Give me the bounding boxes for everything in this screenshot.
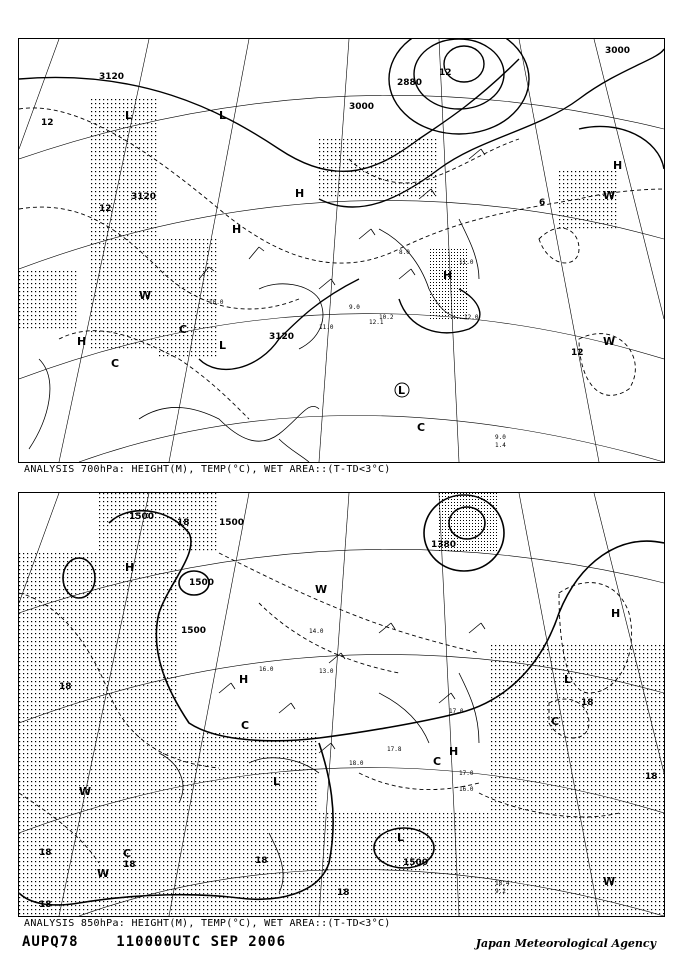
center-high: H <box>232 223 242 236</box>
center-high: H <box>443 269 453 282</box>
center-high: H <box>77 335 87 348</box>
height-label: 2880 <box>397 78 423 88</box>
center-warm: W <box>97 867 110 880</box>
height-label: 3000 <box>605 46 631 56</box>
panel-caption-850hpa: ANALYSIS 850hPa: HEIGHT(M), TEMP(°C), WET AREA::(T-TD<3°C) <box>24 918 391 929</box>
center-low: L <box>397 831 405 844</box>
height-label: 1500 <box>189 578 215 588</box>
temp-label: 18 <box>59 682 72 692</box>
height-label: 1500 <box>181 626 207 636</box>
temp-label: 12 <box>439 68 452 78</box>
height-label: 1500 <box>403 858 429 868</box>
temp-label: 6 <box>539 198 546 208</box>
station-value: 9.0 <box>495 434 506 441</box>
center-warm: W <box>315 583 328 596</box>
center-warm: W <box>603 189 616 202</box>
center-low: L <box>125 109 133 122</box>
center-cold: C <box>179 323 188 336</box>
center-low: L <box>219 109 227 122</box>
map-700hpa-canvas <box>19 39 664 462</box>
center-low: L <box>219 339 227 352</box>
station-value: 9.2 <box>495 888 506 895</box>
station-value: 17.0 <box>459 770 474 777</box>
valid-datetime: 110000UTC SEP 2006 <box>116 934 287 950</box>
temp-label: 18 <box>39 848 52 858</box>
center-high: H <box>125 561 135 574</box>
station-value: 12.0 <box>464 314 479 321</box>
station-value: 1.4 <box>495 442 506 449</box>
height-label: 1380 <box>431 540 457 550</box>
center-cold: C <box>433 755 442 768</box>
wet-area-shading <box>19 493 664 916</box>
station-value: 14.0 <box>309 628 324 635</box>
temp-label: 18 <box>123 860 136 870</box>
temp-label: 18 <box>645 772 658 782</box>
station-value: 11.0 <box>319 324 334 331</box>
temp-label: 18 <box>581 698 594 708</box>
station-value: 18.4 <box>495 880 510 887</box>
temp-label: 18 <box>177 518 190 528</box>
chart-code: AUPQ78 <box>22 934 79 950</box>
temp-label: 18 <box>337 888 350 898</box>
center-low: L <box>564 673 572 686</box>
station-value: 18.0 <box>349 760 364 767</box>
map-panel-850hpa <box>18 492 665 917</box>
center-high: H <box>449 745 459 758</box>
station-value: 8.0 <box>399 249 410 256</box>
station-value: 16.0 <box>459 786 474 793</box>
temp-label: 12 <box>99 204 112 214</box>
station-value: 13.0 <box>319 668 334 675</box>
temp-label: 18 <box>255 856 268 866</box>
center-cold: C <box>241 719 250 732</box>
center-warm: W <box>603 335 616 348</box>
height-label: 1500 <box>219 518 245 528</box>
wet-area-shading <box>19 99 619 359</box>
station-value: 17.0 <box>449 708 464 715</box>
station-value: 11.0 <box>459 259 474 266</box>
center-high: H <box>611 607 621 620</box>
agency-name: Japan Meteorological Agency <box>475 937 656 950</box>
center-cold: C <box>111 357 120 370</box>
center-warm: W <box>79 785 92 798</box>
center-warm: W <box>139 289 152 302</box>
height-label: 3000 <box>349 102 375 112</box>
center-warm: W <box>603 875 616 888</box>
station-value: 16.0 <box>259 666 274 673</box>
station-value: 10.2 <box>379 314 394 321</box>
temp-label: 12 <box>571 348 584 358</box>
height-label: 1500 <box>129 512 155 522</box>
map-850hpa-canvas <box>19 493 664 916</box>
center-low: L <box>273 775 281 788</box>
station-value: 9.0 <box>349 304 360 311</box>
chart-code-and-time <box>22 934 286 950</box>
temp-label: 18 <box>39 900 52 910</box>
center-high: H <box>295 187 305 200</box>
center-cold: C <box>551 715 560 728</box>
panel-caption-700hpa: ANALYSIS 700hPa: HEIGHT(M), TEMP(°C), WET AREA::(T-TD<3°C) <box>24 464 391 475</box>
station-value: 10.0 <box>209 299 224 306</box>
map-panel-700hpa <box>18 38 665 463</box>
center-cold: C <box>123 847 132 860</box>
temp-label: 12 <box>41 118 54 128</box>
center-low: L <box>398 384 406 397</box>
center-high: H <box>239 673 249 686</box>
center-cold: C <box>417 421 426 434</box>
station-value: 17.8 <box>387 746 402 753</box>
height-label: 3120 <box>99 72 125 82</box>
height-label: 3120 <box>269 332 295 342</box>
center-high: H <box>613 159 623 172</box>
station-value: 12.1 <box>369 319 384 326</box>
height-label: 3120 <box>131 192 157 202</box>
